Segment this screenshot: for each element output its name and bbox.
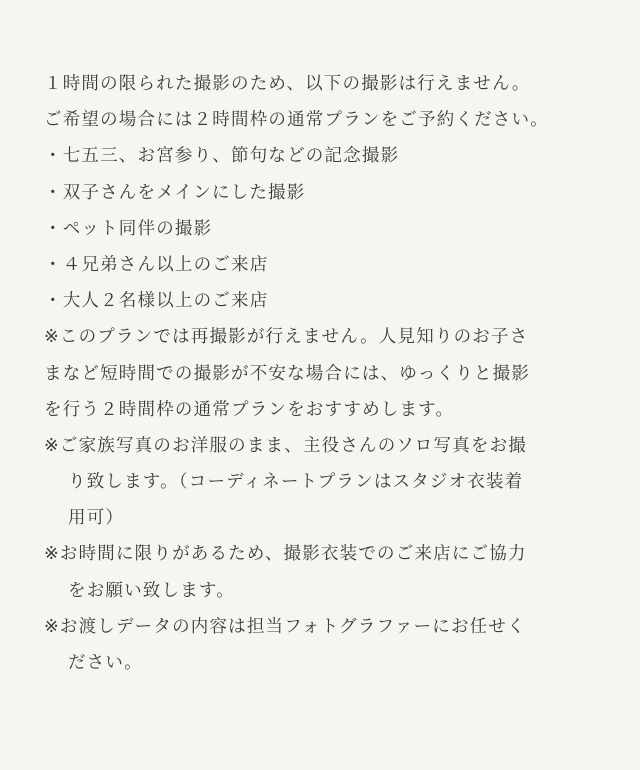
note-line: 用可） — [68, 508, 125, 529]
note-line: まなど短時間での撮影が不安な場合には、ゆっくりと撮影 — [44, 363, 531, 384]
note-line: り致します。（コーディネートプランはスタジオ衣装着 — [68, 472, 524, 493]
notice-line: １時間の限られた撮影のため、以下の撮影は行えません。 — [44, 74, 531, 94]
note-line: ※ご家族写真のお洋服のまま、主役さんのソロ写真をお撮 — [44, 435, 528, 456]
note-line: ※このプランでは再撮影が行えません。人見知りのお子さ — [44, 327, 529, 348]
note-line: を行う２時間枠の通常プランをおすすめします。 — [44, 399, 455, 420]
note-line: ※お渡しデータの内容は担当フォトグラファーにお任せく — [44, 616, 526, 637]
list-item: ・双子さんをメインにした撮影 — [44, 182, 306, 203]
note-line: をお願い致します。 — [68, 580, 235, 601]
list-item: ・大人２名様以上のご来店 — [44, 291, 269, 312]
note-line: ※お時間に限りがあるため、撮影衣装でのご来店にご協力 — [44, 544, 527, 565]
note-line: ださい。 — [68, 653, 143, 673]
list-item: ・ペット同伴の撮影 — [44, 218, 213, 239]
notice-line: ご希望の場合には２時間枠の通常プランをご予約ください。 — [44, 110, 549, 131]
list-item: ・七五三、お宮参り、節句などの記念撮影 — [44, 146, 400, 167]
notice-text-block — [44, 66, 604, 681]
list-item: ・４兄弟さん以上のご来店 — [44, 254, 269, 275]
